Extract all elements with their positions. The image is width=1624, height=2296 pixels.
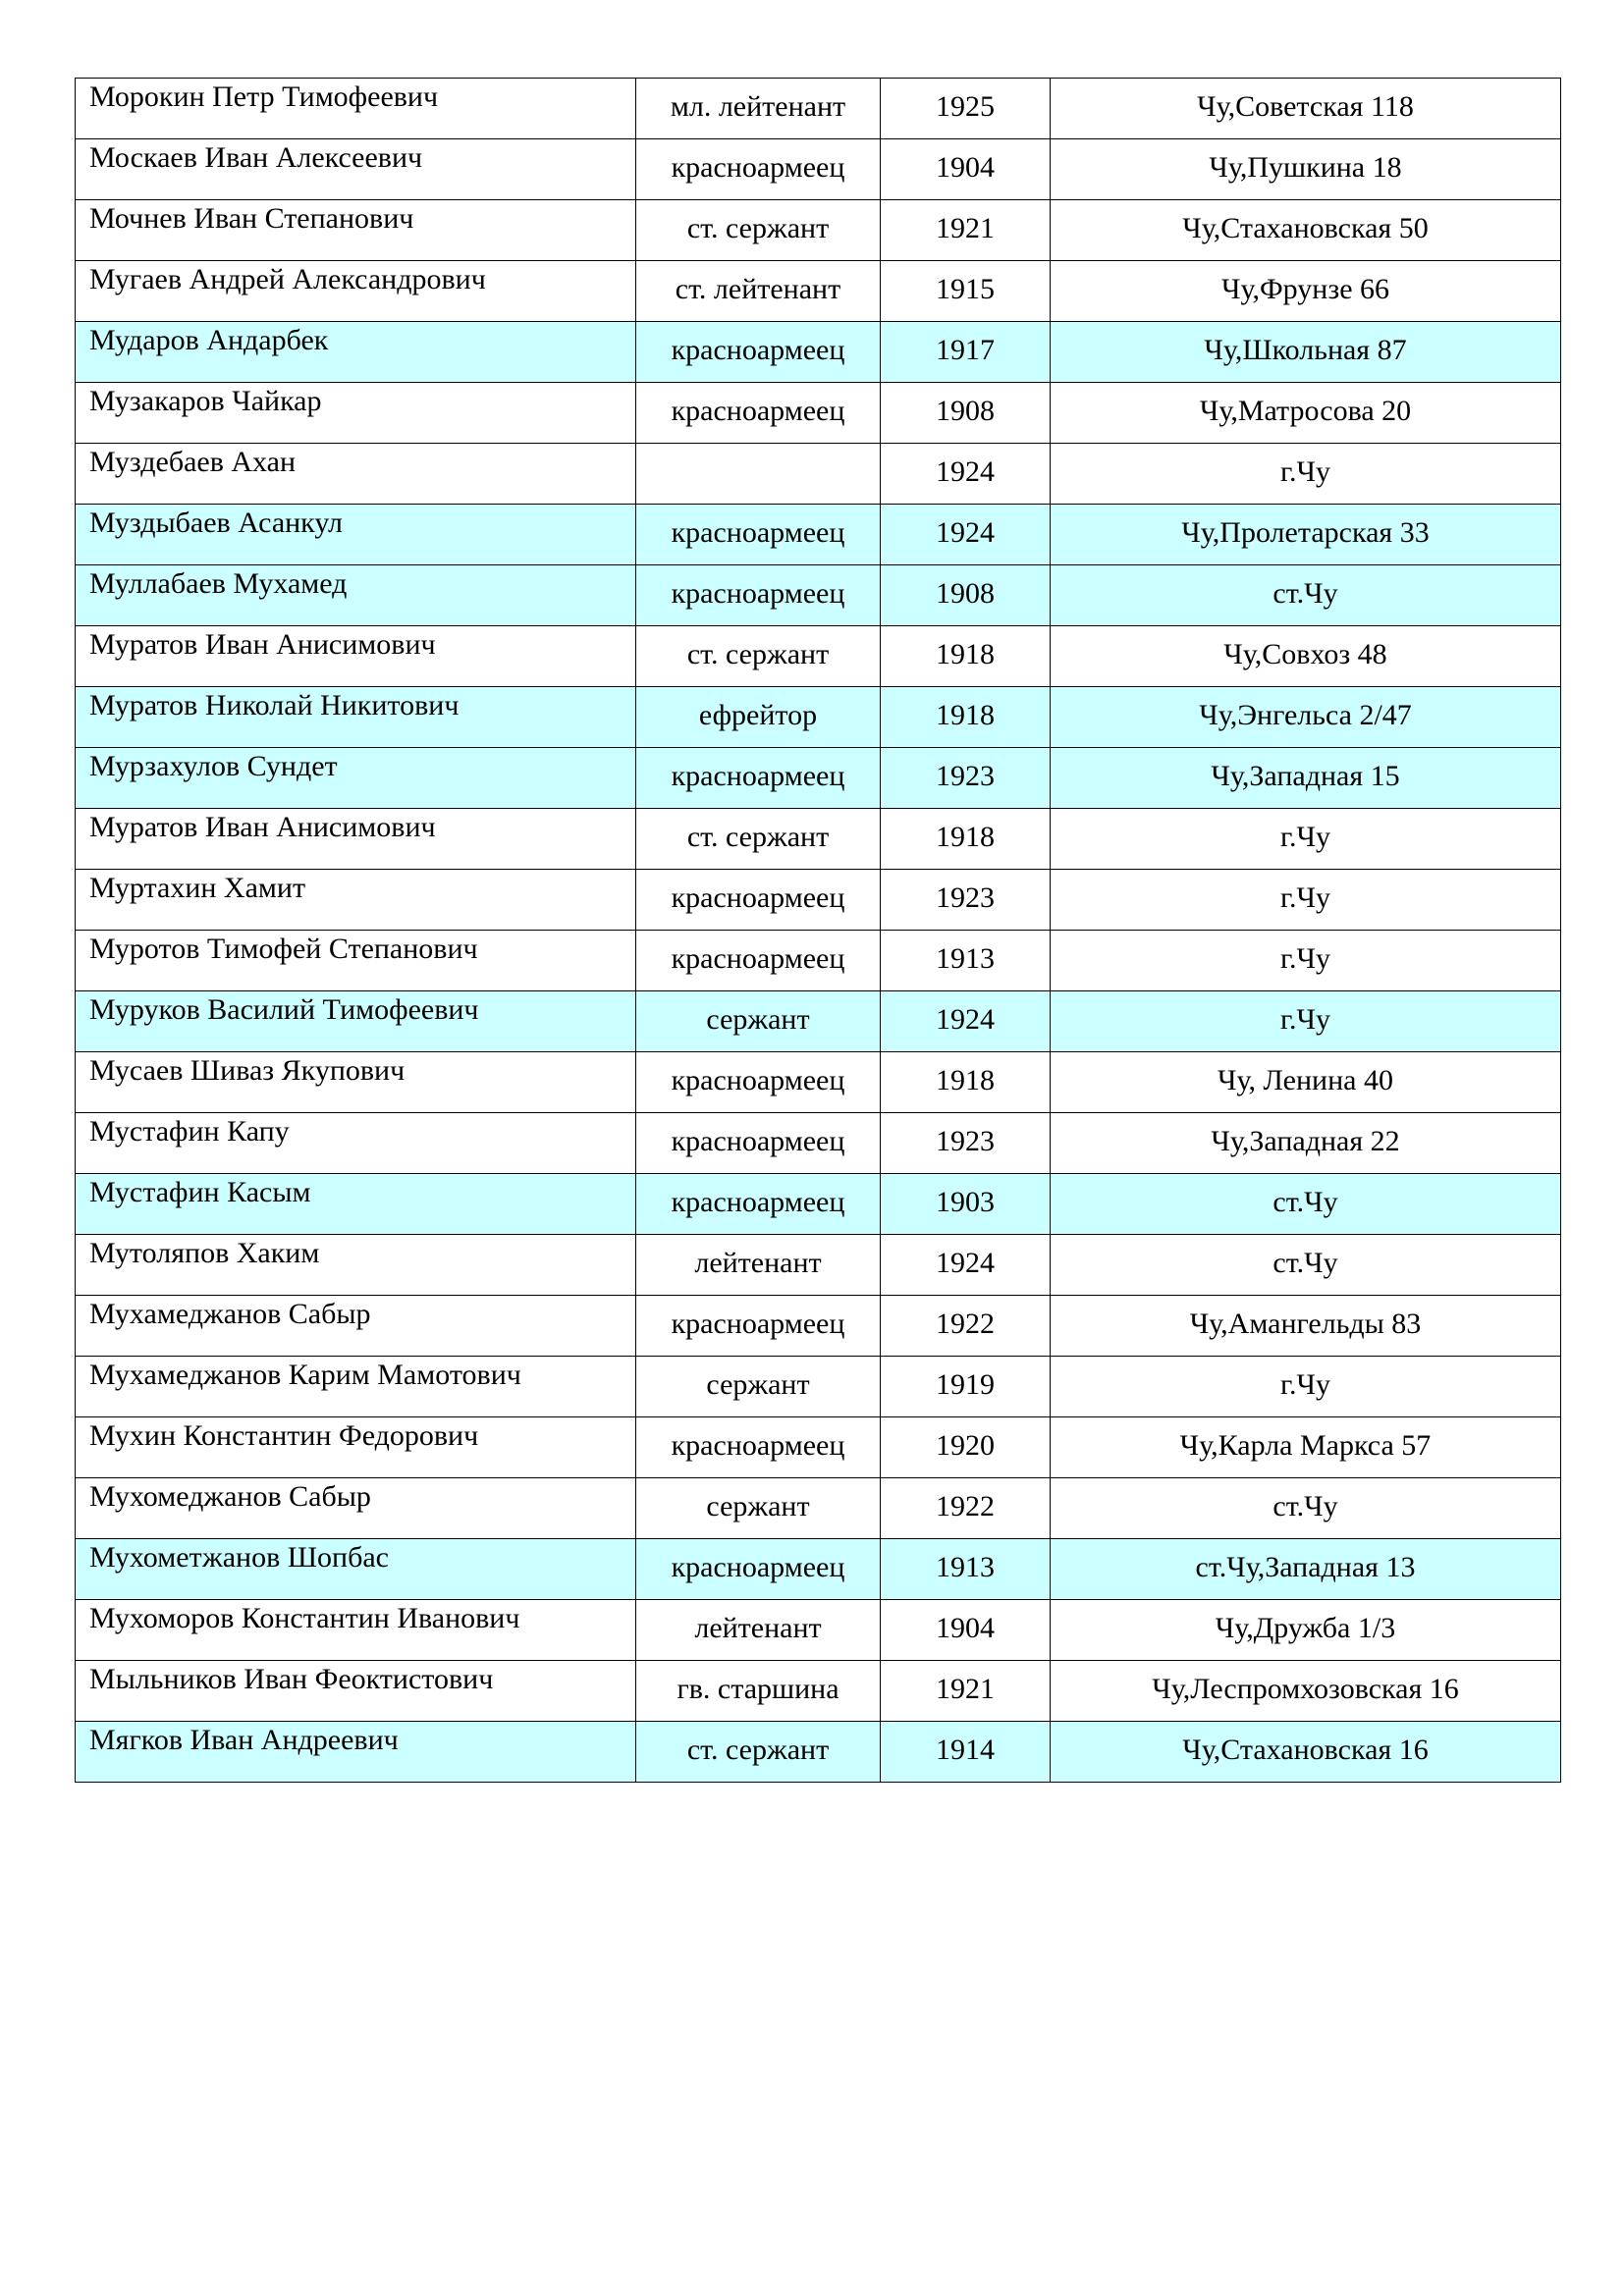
name-cell: Морокин Петр Тимофеевич [76,79,636,139]
name-cell: Мухоморов Константин Иванович [76,1600,636,1661]
rank-cell: красноармеец [636,1539,881,1600]
rank-cell: ст. сержант [636,200,881,261]
birth-year-cell: 1925 [881,79,1051,139]
roster-body [76,79,1561,1783]
rank-cell: красноармеец [636,1052,881,1113]
name-cell: Музакаров Чайкар [76,383,636,444]
table-row [76,79,1561,139]
birth-year-cell: 1924 [881,991,1051,1052]
rank-cell: гв. старшина [636,1661,881,1722]
address-cell: Чу,Стахановская 16 [1051,1722,1561,1783]
address-cell: г.Чу [1051,931,1561,991]
table-row [76,139,1561,200]
table-row [76,1296,1561,1357]
name-cell: Мустафин Касым [76,1174,636,1235]
table-row [76,1539,1561,1600]
rank-cell: ст. лейтенант [636,261,881,322]
address-cell: Чу,Стахановская 50 [1051,200,1561,261]
name-cell: Муратов Иван Анисимович [76,626,636,687]
table-row [76,1600,1561,1661]
birth-year-cell: 1917 [881,322,1051,383]
rank-cell: красноармеец [636,139,881,200]
birth-year-cell: 1918 [881,687,1051,748]
name-cell: Мухомеджанов Сабыр [76,1478,636,1539]
name-cell: Муртахин Хамит [76,870,636,931]
birth-year-cell: 1913 [881,931,1051,991]
rank-cell: красноармеец [636,1417,881,1478]
address-cell: г.Чу [1051,809,1561,870]
address-cell: ст.Чу,Западная 13 [1051,1539,1561,1600]
address-cell: Чу,Пролетарская 33 [1051,505,1561,565]
rank-cell: лейтенант [636,1600,881,1661]
table-row [76,687,1561,748]
table-row [76,1235,1561,1296]
address-cell: Чу,Фрунзе 66 [1051,261,1561,322]
birth-year-cell: 1924 [881,505,1051,565]
rank-cell: красноармеец [636,1113,881,1174]
birth-year-cell: 1915 [881,261,1051,322]
table-row [76,626,1561,687]
address-cell: г.Чу [1051,991,1561,1052]
name-cell: Мухамеджанов Сабыр [76,1296,636,1357]
roster-table [75,78,1561,1783]
table-row [76,991,1561,1052]
name-cell: Муротов Тимофей Степанович [76,931,636,991]
rank-cell: красноармеец [636,1296,881,1357]
rank-cell: сержант [636,1478,881,1539]
address-cell: г.Чу [1051,444,1561,505]
name-cell: Мухин Константин Федорович [76,1417,636,1478]
address-cell: Чу,Карла Маркса 57 [1051,1417,1561,1478]
table-row [76,1052,1561,1113]
name-cell: Мухамеджанов Карим Мамотович [76,1357,636,1417]
rank-cell [636,444,881,505]
name-cell: Москаев Иван Алексеевич [76,139,636,200]
birth-year-cell: 1903 [881,1174,1051,1235]
name-cell: Мухометжанов Шопбас [76,1539,636,1600]
birth-year-cell: 1924 [881,1235,1051,1296]
address-cell: Чу,Пушкина 18 [1051,139,1561,200]
table-row [76,870,1561,931]
birth-year-cell: 1923 [881,748,1051,809]
name-cell: Мустафин Капу [76,1113,636,1174]
rank-cell: красноармеец [636,383,881,444]
birth-year-cell: 1920 [881,1417,1051,1478]
table-row [76,748,1561,809]
address-cell: г.Чу [1051,1357,1561,1417]
rank-cell: ефрейтор [636,687,881,748]
address-cell: Чу,Амангельды 83 [1051,1296,1561,1357]
table-row [76,322,1561,383]
rank-cell: сержант [636,991,881,1052]
address-cell: Чу, Ленина 40 [1051,1052,1561,1113]
address-cell: г.Чу [1051,870,1561,931]
address-cell: Чу,Дружба 1/3 [1051,1600,1561,1661]
name-cell: Мударов Андарбек [76,322,636,383]
rank-cell: ст. сержант [636,809,881,870]
birth-year-cell: 1918 [881,809,1051,870]
birth-year-cell: 1923 [881,1113,1051,1174]
birth-year-cell: 1922 [881,1478,1051,1539]
birth-year-cell: 1921 [881,200,1051,261]
table-row [76,505,1561,565]
name-cell: Муллабаев Мухамед [76,565,636,626]
rank-cell: красноармеец [636,505,881,565]
birth-year-cell: 1922 [881,1296,1051,1357]
table-row [76,565,1561,626]
birth-year-cell: 1921 [881,1661,1051,1722]
address-cell: Чу,Матросова 20 [1051,383,1561,444]
address-cell: Чу,Западная 22 [1051,1113,1561,1174]
name-cell: Мыльников Иван Феоктистович [76,1661,636,1722]
address-cell: Чу,Энгельса 2/47 [1051,687,1561,748]
birth-year-cell: 1918 [881,1052,1051,1113]
birth-year-cell: 1908 [881,565,1051,626]
address-cell: ст.Чу [1051,1174,1561,1235]
name-cell: Муруков Василий Тимофеевич [76,991,636,1052]
table-row [76,1478,1561,1539]
rank-cell: красноармеец [636,565,881,626]
name-cell: Муздебаев Ахан [76,444,636,505]
address-cell: ст.Чу [1051,1478,1561,1539]
table-row [76,1357,1561,1417]
birth-year-cell: 1908 [881,383,1051,444]
birth-year-cell: 1918 [881,626,1051,687]
table-row [76,200,1561,261]
name-cell: Муздыбаев Асанкул [76,505,636,565]
table-row [76,1174,1561,1235]
name-cell: Мочнев Иван Степанович [76,200,636,261]
table-row [76,261,1561,322]
address-cell: Чу,Совхоз 48 [1051,626,1561,687]
birth-year-cell: 1923 [881,870,1051,931]
rank-cell: мл. лейтенант [636,79,881,139]
birth-year-cell: 1914 [881,1722,1051,1783]
name-cell: Муратов Иван Анисимович [76,809,636,870]
table-row [76,931,1561,991]
address-cell: Чу,Школьная 87 [1051,322,1561,383]
rank-cell: красноармеец [636,931,881,991]
table-row [76,1722,1561,1783]
birth-year-cell: 1904 [881,1600,1051,1661]
rank-cell: красноармеец [636,870,881,931]
name-cell: Мугаев Андрей Александрович [76,261,636,322]
table-row [76,1113,1561,1174]
birth-year-cell: 1913 [881,1539,1051,1600]
address-cell: ст.Чу [1051,565,1561,626]
address-cell: Чу,Советская 118 [1051,79,1561,139]
rank-cell: красноармеец [636,1174,881,1235]
name-cell: Мусаев Шиваз Якупович [76,1052,636,1113]
birth-year-cell: 1904 [881,139,1051,200]
address-cell: Чу,Западная 15 [1051,748,1561,809]
table-row [76,444,1561,505]
rank-cell: красноармеец [636,748,881,809]
table-row [76,1417,1561,1478]
rank-cell: ст. сержант [636,626,881,687]
name-cell: Мурзахулов Сундет [76,748,636,809]
birth-year-cell: 1924 [881,444,1051,505]
address-cell: ст.Чу [1051,1235,1561,1296]
name-cell: Муратов Николай Никитович [76,687,636,748]
address-cell: Чу,Леспромхозовская 16 [1051,1661,1561,1722]
rank-cell: красноармеец [636,322,881,383]
name-cell: Мутоляпов Хаким [76,1235,636,1296]
rank-cell: ст. сержант [636,1722,881,1783]
rank-cell: сержант [636,1357,881,1417]
table-row [76,809,1561,870]
table-row [76,1661,1561,1722]
birth-year-cell: 1919 [881,1357,1051,1417]
name-cell: Мягков Иван Андреевич [76,1722,636,1783]
table-row [76,383,1561,444]
rank-cell: лейтенант [636,1235,881,1296]
